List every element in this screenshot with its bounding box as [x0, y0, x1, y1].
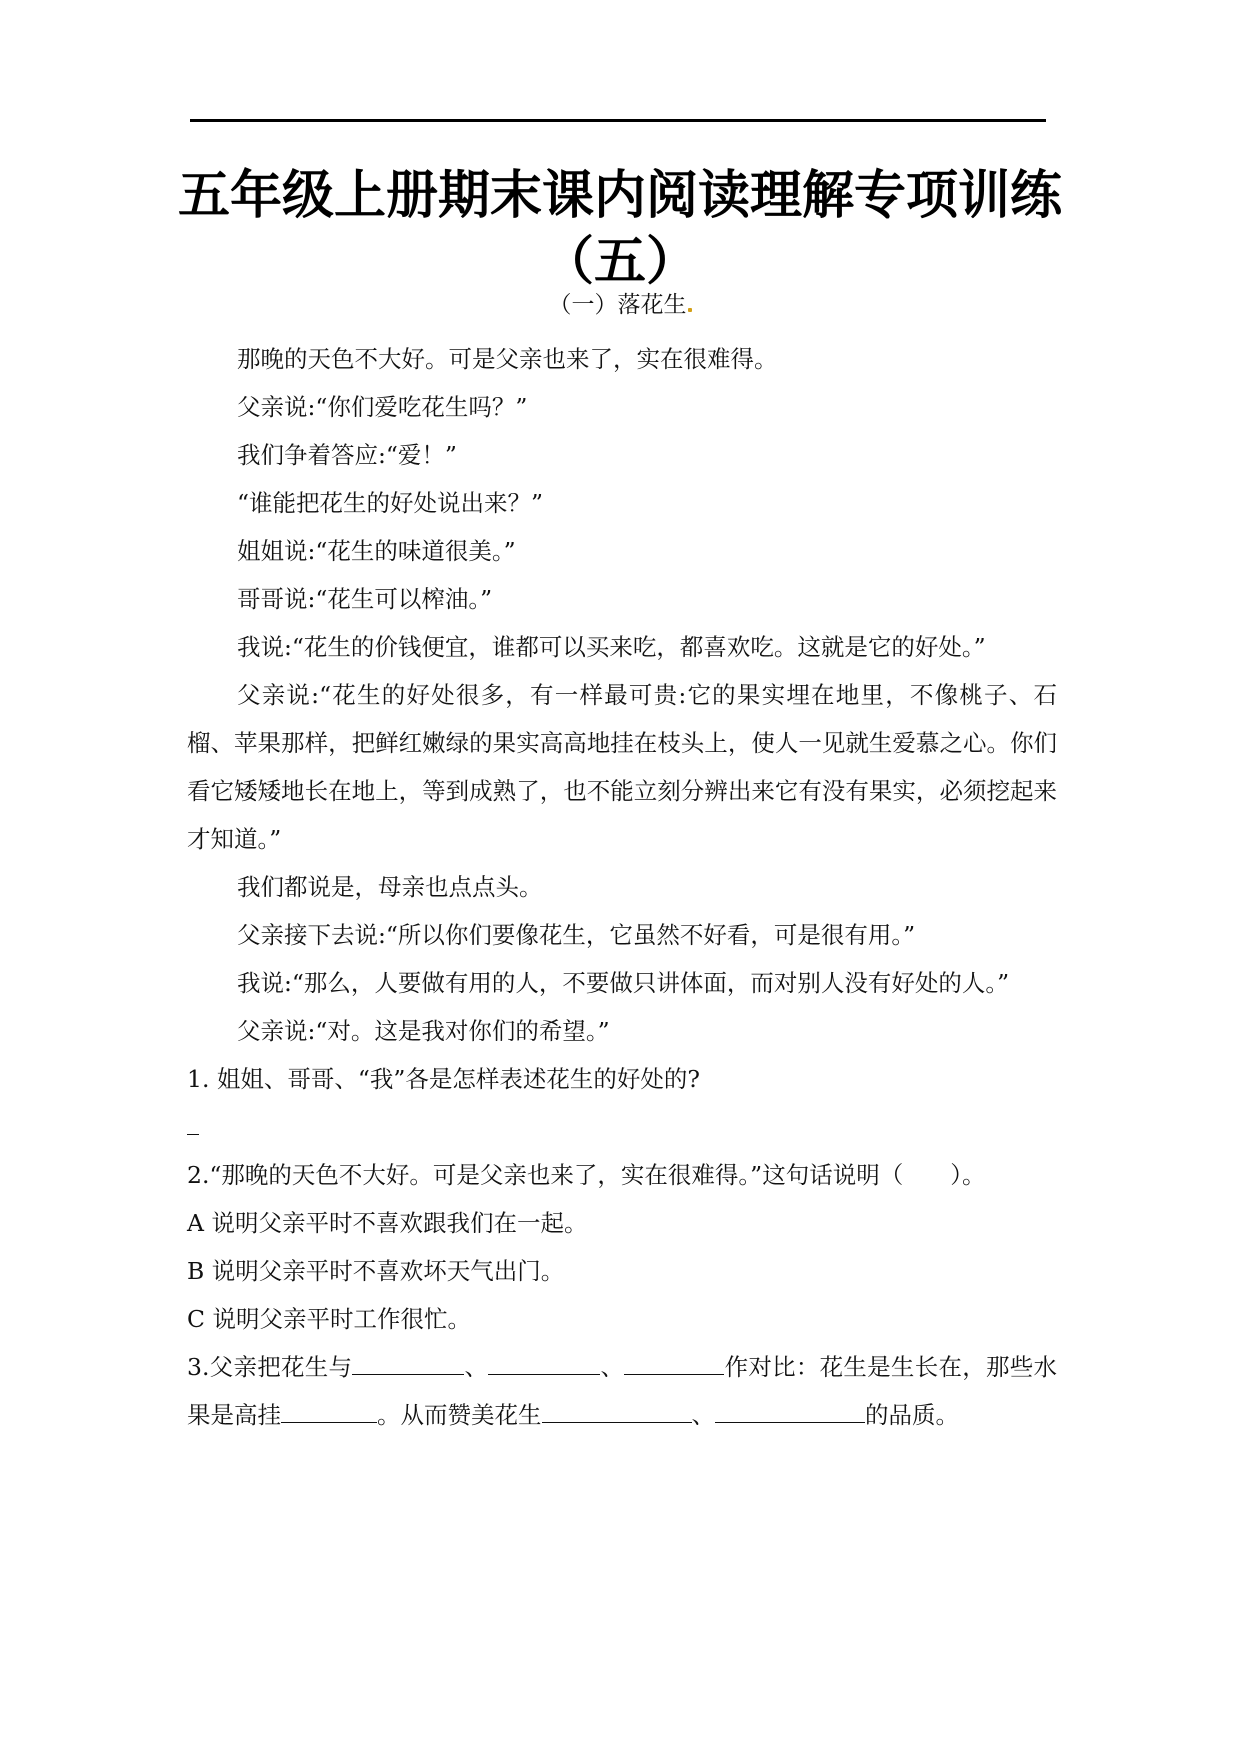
- answer-line-1[interactable]: [187, 1103, 1057, 1151]
- question-3: [187, 1343, 1057, 1439]
- passage-paragraph: 姐姐说:“花生的味道很美。”: [237, 537, 516, 565]
- emphasis-dot: [688, 308, 692, 312]
- fill-blank[interactable]: [624, 1352, 724, 1375]
- fill-blank[interactable]: [352, 1352, 464, 1375]
- passage-paragraph: 那晚的天色不大好。可是父亲也来了，实在很难得。: [237, 345, 778, 373]
- passage-paragraph: 我们都说是，母亲也点点头。: [237, 873, 543, 901]
- fill-blank[interactable]: [488, 1352, 600, 1375]
- document-title-number: （五）: [541, 232, 698, 292]
- passage-paragraph: 我说:“花生的价钱便宜，谁都可以买来吃，都喜欢吃。这就是它的好处。”: [237, 633, 986, 661]
- passage-paragraph: 父亲说:“对。这是我对你们的希望。”: [237, 1017, 610, 1045]
- question-3-text: 作对比：花生是生长在: [724, 1353, 963, 1381]
- question-3-text: ，那些水果是高挂: [187, 1353, 1058, 1429]
- passage-paragraph: 父亲说:“花生的好处很多，有一样最可贵:它的果实埋在地里，不像桃子、石榴、苹果那样，把鲜红嫩绿的果实高高地挂在枝头上，使人一见就生爱慕之心。你们看它矮矮地长在地上，等到成熟了，也不能立刻分辨出来它有没有果实，必须挖起来才知道。”: [187, 681, 1057, 853]
- document-title: 五年级上册期末课内阅读理解专项训练: [177, 166, 1062, 226]
- fill-blank[interactable]: [715, 1400, 865, 1423]
- section-title-text: （一）落花生: [548, 292, 687, 318]
- passage-paragraph: 我说:“那么，人要做有用的人，不要做只讲体面，而对别人没有好处的人。”: [237, 969, 1010, 997]
- question-3-text: 的品质。: [865, 1401, 959, 1429]
- question-3-text: 、: [600, 1353, 625, 1381]
- option-c[interactable]: C 说明父亲平时工作很忙。: [187, 1305, 471, 1333]
- passage-paragraph: 我们争着答应:“爱！”: [237, 441, 457, 469]
- option-a[interactable]: A 说明父亲平时不喜欢跟我们在一起。: [187, 1209, 588, 1237]
- question-2: 2.“那晚的天色不大好。可是父亲也来了，实在很难得。”这句话说明（ ）。: [187, 1161, 986, 1189]
- question-3-text: 3.父亲把花生与: [187, 1353, 353, 1381]
- passage-paragraph: 父亲接下去说:“所以你们要像花生，它虽然不好看，可是很有用。”: [237, 921, 916, 949]
- fill-blank[interactable]: [542, 1400, 692, 1423]
- question-3-text: 、: [464, 1353, 489, 1381]
- question-3-text: 。从而赞美花生: [377, 1401, 542, 1429]
- question-3-text: 、: [691, 1401, 715, 1429]
- passage-paragraph: “谁能把花生的好处说出来？”: [237, 489, 544, 517]
- passage-paragraph: 哥哥说:“花生可以榨油。”: [237, 585, 493, 613]
- question-1: 1. 姐姐、哥哥、“我”各是怎样表述花生的好处的?: [187, 1065, 701, 1093]
- answer-blank[interactable]: [187, 1114, 199, 1135]
- reading-passage: [187, 335, 1057, 1439]
- fill-blank[interactable]: [281, 1400, 377, 1423]
- header-rule: [190, 119, 1046, 122]
- section-title: [150, 290, 1090, 320]
- passage-paragraph: 父亲说:“你们爱吃花生吗？”: [237, 393, 528, 421]
- option-b[interactable]: B 说明父亲平时不喜欢坏天气出门。: [187, 1257, 565, 1285]
